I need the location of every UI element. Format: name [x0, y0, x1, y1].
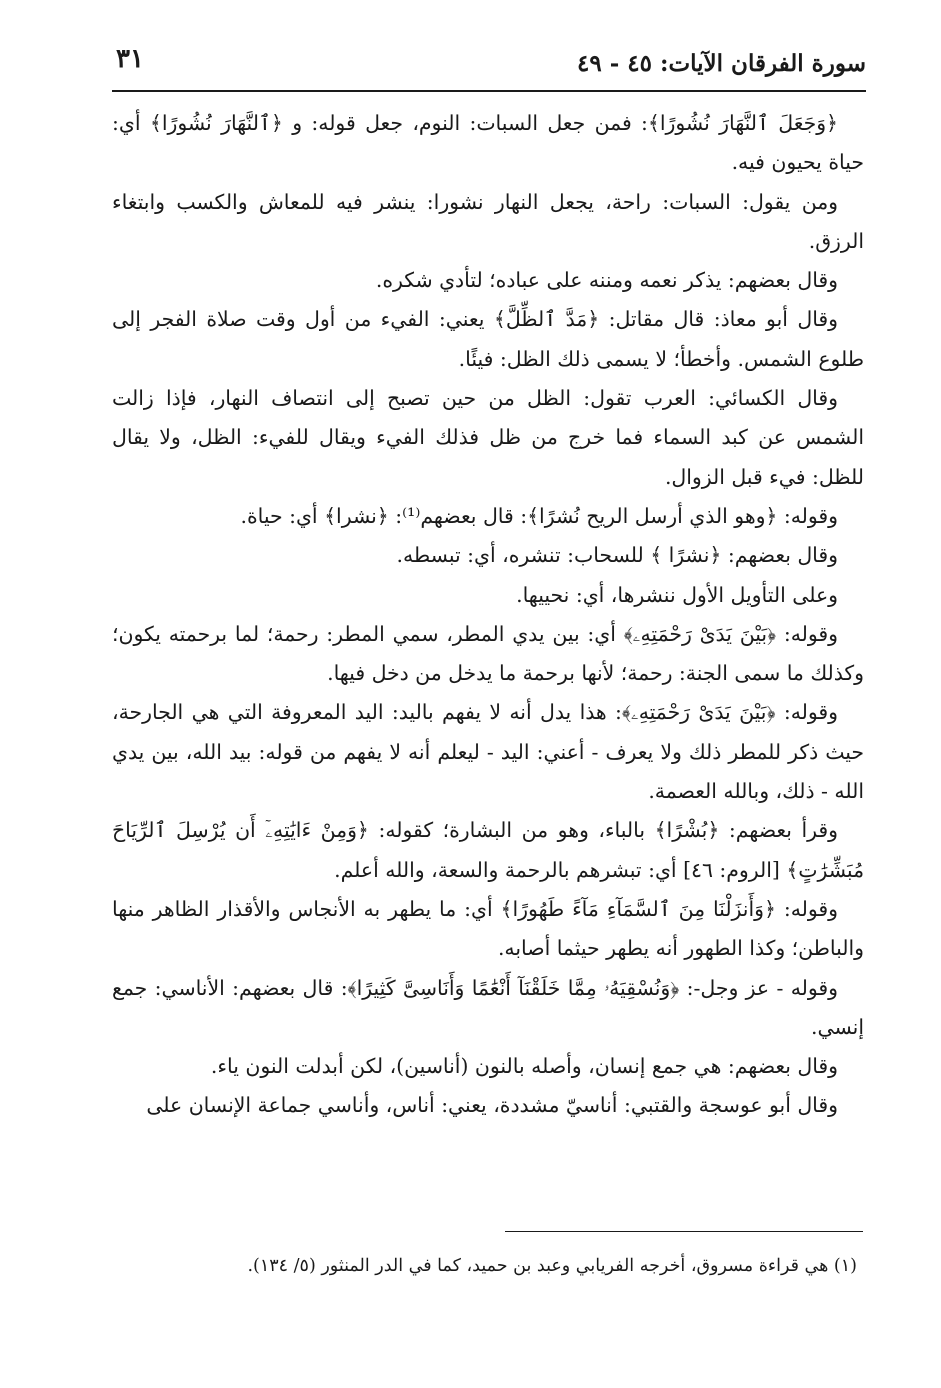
paragraph: ﴿وَجَعَلَ ٱلنَّهَارَ نُشُورًا﴾: فمن جعل السبات: النوم، جعل قوله: و ﴿ٱلنَّهَارَ نُشُورًا﴾ أي: حياة يحيون فيه. — [112, 111, 864, 175]
paragraph: وقوله: ﴿وهو الذي أرسل الريح نُشرًا﴾: قال بعضهم⁽¹⁾: ﴿نشرا﴾ أي: حياة. — [240, 503, 838, 528]
paragraph: وقال أبو معاذ: قال مقاتل: ﴿مَدَّ ٱلظِّلَّ﴾ يعني: الفيء من أول وقت صلاة الفجر إلى طلوع الشمس. وأخطأ؛ لا يسمى ذلك الظل: فيئًا. — [112, 307, 864, 371]
paragraph: وقوله - عز وجل-: ﴿وَنُسْقِيَهُۥ مِمَّا خَلَقْنَآ أَنْعَٰمًا وَأَنَاسِىَّ كَثِيرًا﴾: قال بعضهم: الأناسي: جمع إنسي. — [112, 975, 864, 1039]
paragraph: وقال الكسائي: العرب تقول: الظل من حين تصبح إلى انتصاف النهار، فإذا زالت الشمس عن كبد السماء فما خرج من ظل فذلك الفيء ويقال للفيء: الظل، ولا يقال للظل: فيء قبل الزوال. — [112, 386, 864, 489]
paragraph: ومن يقول: السبات: راحة، يجعل النهار نشورا: ينشر فيه للمعاش والكسب وابتغاء الرزق. — [112, 189, 864, 253]
paragraph: وعلى التأويل الأول ننشرها، أي: نحييها. — [516, 582, 838, 607]
paragraph: وقوله: ﴿وَأَنزَلْنَا مِنَ ٱلسَّمَآءِ مَآءً طَهُورًا﴾ أي: ما يطهر به الأنجاس والأقذار الظاهر منها والباطن؛ وكذا الطهور أنه يطهر حيثما أصابه. — [112, 896, 864, 961]
paragraph: وقال بعضهم: ﴿نشرًا ﴾ للسحاب: تنشره، أي: تبسطه. — [396, 543, 838, 568]
paragraph: وقرأ بعضهم: ﴿بُشْرًا﴾ بالباء، وهو من البشارة؛ كقوله: ﴿وَمِنْ ءَايَٰتِهِۦٓ أَن يُرْسِلَ ٱلرِّيَاحَ مُبَشِّرَٰتٍ﴾ [الروم: ٤٦] أي: تبشرهم بالرحمة والسعة، والله أعلم. — [112, 818, 864, 882]
paragraph: وقوله: ﴿بَيْنَ يَدَىْ رَحْمَتِهِۦ﴾: هذا يدل أنه لا يفهم باليد: اليد المعروفة التي هي الجارحة، حيث ذكر للمطر ذلك ولا يعرف - أعني: اليد - ليعلم أنه لا يفهم من قوله: بيد الله، بين يدي الله - ذلك، وبالله العصمة. — [112, 700, 864, 804]
page-number: ٣١ — [116, 44, 144, 74]
running-header — [112, 40, 866, 92]
body-text — [112, 104, 864, 1126]
paragraph: وقال بعضهم: هي جمع إنسان، وأصله بالنون (أناسين)، لكن أبدلت النون ياء. — [210, 1054, 838, 1079]
paragraph: وقوله: ﴿بَيْنَ يَدَىْ رَحْمَتِهِۦ﴾ أي: بين يدي المطر، سمي المطر: رحمة؛ لما برحمته يكون؛ وكذلك ما سمى الجنة: رحمة؛ لأنها برحمة ما يدخل من دخل فيها. — [112, 621, 864, 686]
paragraph: وقال أبو عوسجة والقتبي: أناسيّ مشددة، يعني: أناس، وأناسي جماعة الإنسان على — [146, 1093, 838, 1118]
paragraph: وقال بعضهم: يذكر نعمه ومننه على عباده؛ لتأدي شكره. — [375, 268, 838, 293]
header-title: سورة الفرقان الآيات: ٤٥ - ٤٩ — [576, 50, 866, 77]
footnote-divider — [505, 1231, 863, 1232]
footnote: (١) هي قراءة مسروق، أخرجه الفريابي وعبد بن حميد، كما في الدر المنثور (٥/ ١٣٤). — [247, 1256, 857, 1276]
